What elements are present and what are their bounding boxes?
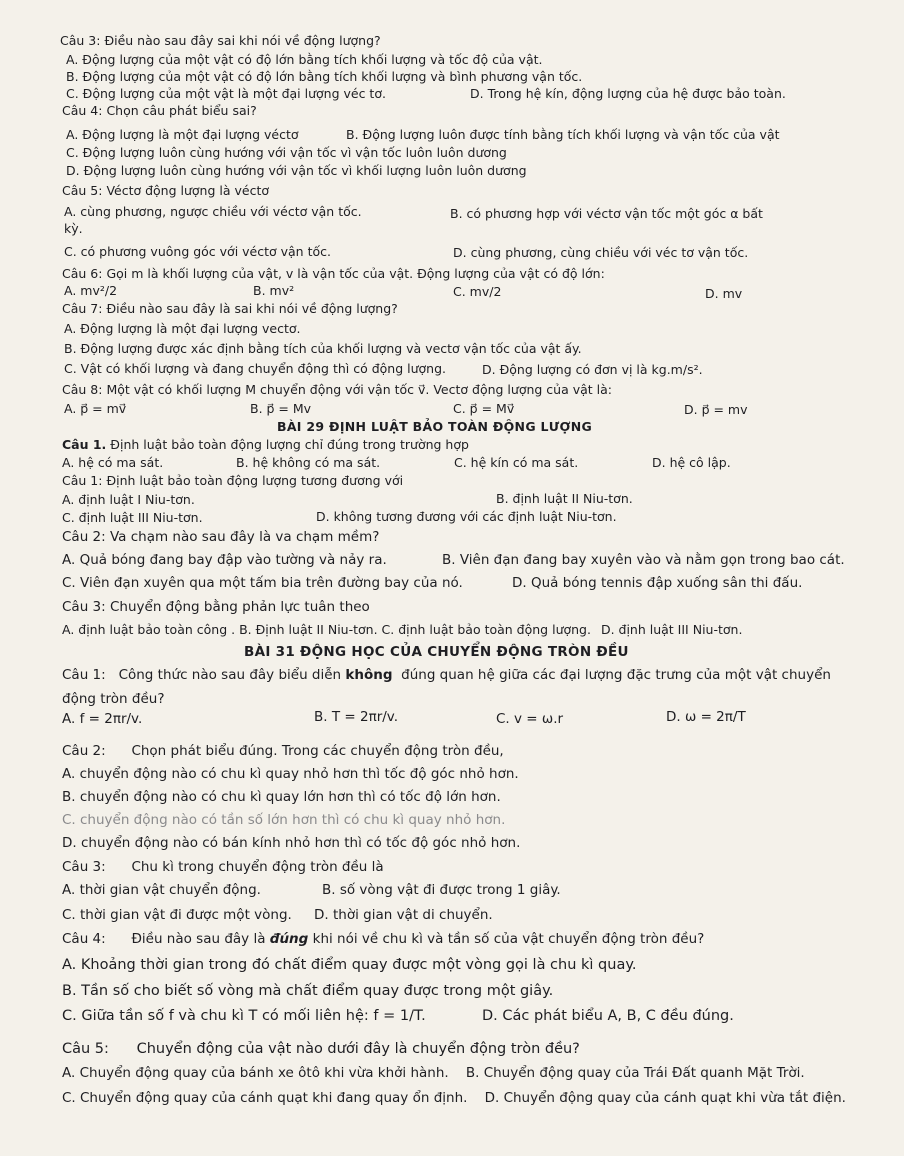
question-text-cont: khi nói về chu kì và tần số của vật chuyển động tròn đều? xyxy=(312,931,705,947)
q-s1-6-option-b: B. mv² xyxy=(253,283,295,298)
q-s3-5-ab xyxy=(62,1066,805,1082)
q-s3-3-stem xyxy=(62,860,384,876)
q-s2-3-option-a: A. định luật bảo toàn công . xyxy=(62,622,236,637)
q-s1-3-option-a: A. Động lượng của một vật có độ lớn bằng tích khối lượng và tốc độ của vật. xyxy=(66,52,543,67)
q-s1-4-option-d: D. Động lượng luôn cùng hướng với vận tốc vì khối lượng luôn luôn dương xyxy=(66,163,527,178)
q-s3-4-option-c: C. Giữa tần số f và chu kì T có mối liên hệ: f = 1/T. xyxy=(62,1008,426,1024)
q-s2-2-option-b: B. Viên đạn đang bay xuyên vào và nằm gọn trong bao cát. xyxy=(442,552,845,568)
q-s2-1b-option-d: D. không tương đương với các định luật Niu-tơn. xyxy=(316,509,617,524)
q-s2-1-option-c: C. hệ kín có ma sát. xyxy=(454,455,579,470)
q-s2-1b-option-c: C. định luật III Niu-tơn. xyxy=(62,510,203,525)
q-s3-3-option-d: D. thời gian vật di chuyển. xyxy=(314,907,493,923)
q-s2-3-options xyxy=(62,623,742,637)
q-s1-5-option-d: D. cùng phương, cùng chiều với véc tơ vận tốc. xyxy=(453,245,749,260)
q-s2-2-option-a: A. Quả bóng đang bay đập vào tường và nảy ra. xyxy=(62,552,387,568)
q-s1-7-option-c: C. Vật có khối lượng và đang chuyển động thì có động lượng. xyxy=(64,361,447,376)
q-s1-5-option-a-cont: kỳ. xyxy=(64,221,83,236)
q-s1-7-option-d: D. Động lượng có đơn vị là kg.m/s². xyxy=(482,362,703,377)
question-text: Công thức nào sau đây biểu diễn xyxy=(118,667,342,683)
question-number: Câu 1: xyxy=(62,667,106,683)
q-s1-8-option-a: A. p⃗ = mv⃗ xyxy=(64,401,127,416)
question-number: Câu 3: xyxy=(62,859,106,875)
q-s1-7-option-a: A. Động lượng là một đại lượng vectơ. xyxy=(64,321,301,336)
q-s3-4-option-a: A. Khoảng thời gian trong đó chất điểm quay được một vòng gọi là chu kì quay. xyxy=(62,957,637,973)
q-s3-2-option-b: B. chuyển động nào có chu kì quay lớn hơn thì có tốc độ lớn hơn. xyxy=(62,789,501,805)
q-s1-8-option-d: D. p⃗ = mv xyxy=(684,402,748,417)
question-text-cont: đúng quan hệ giữa các đại lượng đặc trưng của một vật chuyển xyxy=(401,667,831,683)
q-s1-8-option-c: C. p⃗ = Mv⃗ xyxy=(453,401,515,416)
question-number: Câu 4: xyxy=(62,103,103,118)
question-number: Câu 2: xyxy=(62,743,106,759)
q-s2-1b-option-a: A. định luật I Niu-tơn. xyxy=(62,492,195,507)
q-s1-8-stem xyxy=(62,383,612,397)
question-text: Điều nào sau đây là sai khi nói về động lượng? xyxy=(106,301,398,316)
q-s3-1-stem-cont: động tròn đều? xyxy=(62,691,165,707)
q-s3-4-stem xyxy=(62,932,704,948)
q-s3-5-option-a: A. Chuyển động quay của bánh xe ôtô khi vừa khởi hành. xyxy=(62,1065,449,1081)
question-text: Chu kì trong chuyển động tròn đều là xyxy=(131,859,384,875)
question-text: Định luật bảo toàn động lượng tương đương với xyxy=(106,473,404,488)
q-s3-1-option-d: D. ω = 2π/T xyxy=(666,709,746,725)
q-s2-2-stem xyxy=(62,530,379,546)
question-number: Câu 1. xyxy=(62,437,107,452)
q-s1-4-option-b: B. Động lượng luôn được tính bằng tích khối lượng và vận tốc của vật xyxy=(346,127,780,142)
q-s2-3-option-c: C. định luật bảo toàn động lượng. xyxy=(381,622,591,637)
question-number: Câu 4: xyxy=(62,931,106,947)
q-s1-3-option-d: D. Trong hệ kín, động lượng của hệ được bảo toàn. xyxy=(470,86,786,101)
q-s3-2-option-a: A. chuyển động nào có chu kì quay nhỏ hơn thì tốc độ góc nhỏ hơn. xyxy=(62,766,519,782)
q-s3-3-option-a: A. thời gian vật chuyển động. xyxy=(62,882,261,898)
q-s3-3-option-b: B. số vòng vật đi được trong 1 giây. xyxy=(322,882,561,898)
question-text: Chuyển động bằng phản lực tuân theo xyxy=(109,599,370,615)
q-s3-1-option-b: B. T = 2πr/v. xyxy=(314,709,399,725)
q-s1-6-option-d: D. mv xyxy=(705,286,743,301)
q-s3-5-option-c: C. Chuyển động quay của cánh quạt khi đang quay ổn định. xyxy=(62,1090,468,1106)
question-emphasis: không xyxy=(345,667,393,683)
q-s2-1-option-b: B. hệ không có ma sát. xyxy=(236,455,381,470)
question-number: Câu 1: xyxy=(62,473,103,488)
q-s3-1-option-a: A. f = 2πr/v. xyxy=(62,711,143,727)
q-s3-2-option-d: D. chuyển động nào có bán kính nhỏ hơn thì có tốc độ góc nhỏ hơn. xyxy=(62,835,521,851)
question-number: Câu 5: xyxy=(62,183,103,198)
q-s3-2-stem xyxy=(62,744,504,760)
q-s1-6-stem xyxy=(62,267,605,281)
q-s3-1-stem xyxy=(62,668,831,684)
q-s1-4-stem xyxy=(62,104,257,118)
q-s1-4-option-a: A. Động lượng là một đại lượng véctơ xyxy=(66,127,299,142)
q-s2-1-option-d: D. hệ cô lập. xyxy=(652,455,731,470)
q-s1-6-option-a: A. mv²/2 xyxy=(64,283,118,298)
question-number: Câu 3: xyxy=(60,33,101,48)
q-s1-5-option-a: A. cùng phương, ngược chiều với véctơ vận tốc. xyxy=(64,204,362,219)
q-s1-8-option-b: B. p⃗ = Mv xyxy=(250,401,312,416)
question-number: Câu 3: xyxy=(62,599,106,615)
q-s2-1-option-a: A. hệ có ma sát. xyxy=(62,455,164,470)
q-s3-5-option-d: D. Chuyển động quay của cánh quạt khi vừa tắt điện. xyxy=(484,1090,846,1106)
question-text: Một vật có khối lượng M chuyển động với vận tốc v⃗. Vectơ động lượng của vật là: xyxy=(106,382,613,397)
question-text: Chọn câu phát biểu sai? xyxy=(106,103,257,118)
q-s2-2-option-c: C. Viên đạn xuyên qua một tấm bia trên đường bay của nó. xyxy=(62,575,463,591)
q-s1-4-option-c: C. Động lượng luôn cùng hướng với vận tốc vì vận tốc luôn luôn dương xyxy=(66,145,507,160)
q-s2-1b-stem xyxy=(62,474,403,488)
q-s1-5-stem xyxy=(62,184,269,198)
question-text: Chọn phát biểu đúng. Trong các chuyển động tròn đều, xyxy=(131,743,504,759)
question-number: Câu 8: xyxy=(62,382,103,397)
question-text: Va chạm nào sau đây là va chạm mềm? xyxy=(109,529,380,545)
q-s1-3-option-b: B. Động lượng của một vật có độ lớn bằng tích khối lượng và bình phương vận tốc. xyxy=(66,69,583,84)
section-heading-bai-29: BÀI 29 ĐỊNH LUẬT BẢO TOÀN ĐỘNG LƯỢNG xyxy=(277,419,593,434)
q-s1-7-option-b: B. Động lượng được xác định bằng tích của khối lượng và vectơ vận tốc của vật ấy. xyxy=(64,341,582,356)
question-number: Câu 7: xyxy=(62,301,103,316)
q-s3-5-option-b: B. Chuyển động quay của Trái Đất quanh Mặt Trời. xyxy=(465,1065,805,1081)
q-s2-3-option-b: B. Định luật II Niu-tơn. xyxy=(239,622,378,637)
q-s3-1-option-c: C. v = ω.r xyxy=(496,711,564,727)
q-s2-3-stem xyxy=(62,600,370,616)
question-text: Chuyển động của vật nào dưới đây là chuyển động tròn đều? xyxy=(136,1041,580,1057)
q-s1-6-option-c: C. mv/2 xyxy=(453,284,502,299)
q-s2-3-option-d: D. định luật III Niu-tơn. xyxy=(600,622,743,637)
question-text: Điều nào sau đây là xyxy=(131,931,266,947)
q-s1-3-stem xyxy=(60,34,381,48)
section-heading-bai-31: BÀI 31 ĐỘNG HỌC CỦA CHUYỂN ĐỘNG TRÒN ĐỀU xyxy=(244,644,629,660)
q-s1-7-stem xyxy=(62,302,398,316)
question-text: Định luật bảo toàn động lượng chỉ đúng trong trường hợp xyxy=(110,437,469,452)
q-s2-1b-option-b: B. định luật II Niu-tơn. xyxy=(496,491,633,506)
question-text: Véctơ động lượng là véctơ xyxy=(106,183,270,198)
q-s1-5-option-c: C. có phương vuông góc với véctơ vận tốc. xyxy=(64,244,331,259)
question-text: Gọi m là khối lượng của vật, v là vận tốc của vật. Động lượng của vật có độ lớn: xyxy=(106,266,605,281)
q-s3-4-option-b: B. Tần số cho biết số vòng mà chất điểm quay được trong một giây. xyxy=(62,983,554,999)
question-text: Điều nào sau đây sai khi nói về động lượng? xyxy=(104,33,381,48)
q-s2-2-option-d: D. Quả bóng tennis đập xuống sân thi đấu. xyxy=(512,575,803,591)
q-s2-1-stem xyxy=(62,438,469,452)
q-s1-5-option-b: B. có phương hợp với véctơ vận tốc một góc α bất xyxy=(450,206,763,221)
q-s3-5-stem xyxy=(62,1041,580,1058)
q-s1-3-option-c: C. Động lượng của một vật là một đại lượng véc tơ. xyxy=(66,86,386,101)
q-s3-5-cd xyxy=(62,1091,846,1107)
question-number: Câu 5: xyxy=(62,1041,109,1057)
q-s3-4-option-d: D. Các phát biểu A, B, C đều đúng. xyxy=(482,1008,734,1024)
question-number: Câu 6: xyxy=(62,266,103,281)
question-number: Câu 2: xyxy=(62,529,106,545)
q-s3-2-option-c: C. chuyển động nào có tần số lớn hơn thì có chu kì quay nhỏ hơn. xyxy=(62,812,506,828)
q-s3-3-option-c: C. thời gian vật đi được một vòng. xyxy=(62,907,292,923)
question-emphasis: đúng xyxy=(269,931,309,947)
